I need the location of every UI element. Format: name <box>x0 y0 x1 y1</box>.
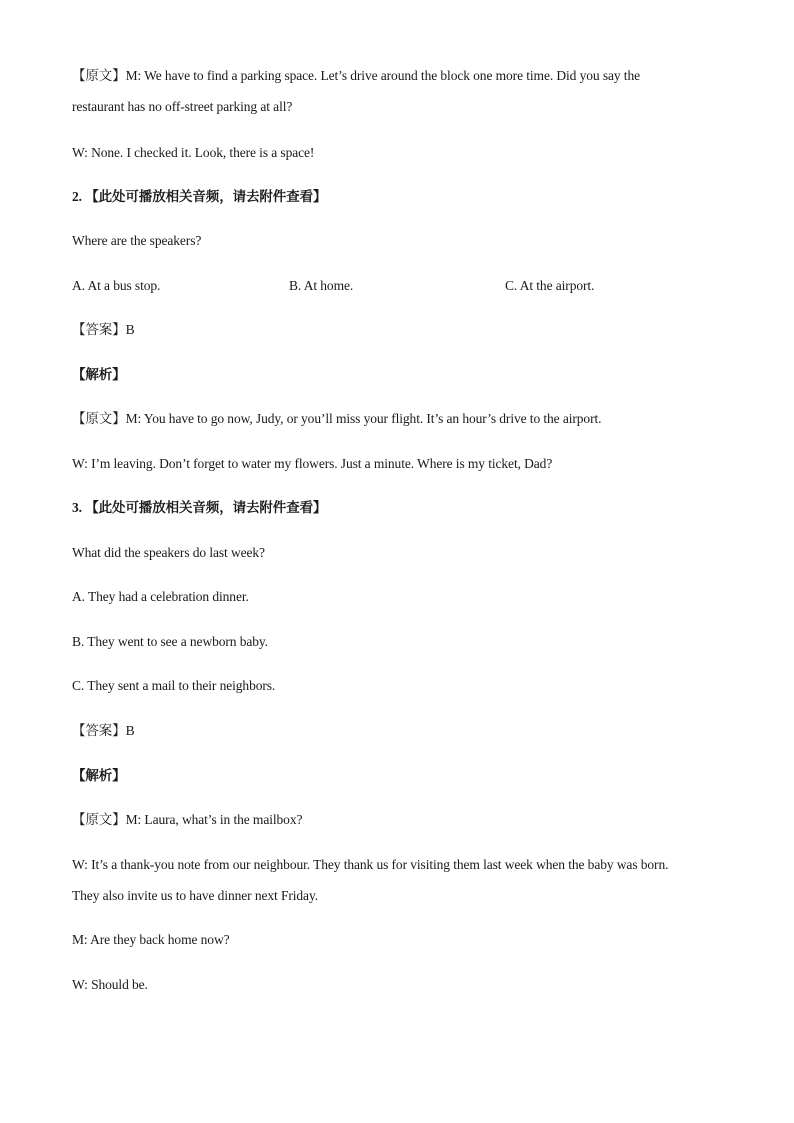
q3-analysis-label: 【解析】 <box>72 768 126 783</box>
q2-header: 2. 【此处可播放相关音频，请去附件查看】 <box>72 189 327 204</box>
q3-option-c: C. They sent a mail to their neighbors. <box>72 678 276 693</box>
q1-transcript-line-1: 【原文】M: We have to find a parking space. Let’s drive around the block one more time. Did you say the <box>72 68 640 83</box>
q3-question: What did the speakers do last week? <box>72 545 265 560</box>
q2-question: Where are the speakers? <box>72 233 202 248</box>
q2-transcript-line-1: 【原文】M: You have to go now, Judy, or you’ll miss your flight. It’s an hour’s drive to the airport. <box>72 411 602 426</box>
q2-analysis-label: 【解析】 <box>72 367 126 382</box>
q1-transcript-line-2: restaurant has no off-street parking at all? <box>72 99 293 114</box>
q3-transcript-line-2: W: It’s a thank-you note from our neighbour. They thank us for visiting them last week when the baby was born. <box>72 857 669 872</box>
q3-header: 3. 【此处可播放相关音频，请去附件查看】 <box>72 500 327 515</box>
q3-transcript-line-1: 【原文】M: Laura, what’s in the mailbox? <box>72 812 303 827</box>
q2-transcript-line-2: W: I’m leaving. Don’t forget to water my flowers. Just a minute. Where is my ticket, Dad? <box>72 456 553 471</box>
q3-option-a: A. They had a celebration dinner. <box>72 589 249 604</box>
q2-answer: 【答案】B <box>72 322 135 337</box>
q1-transcript-line-3: W: None. I checked it. Look, there is a space! <box>72 145 315 160</box>
q3-transcript-line-3: They also invite us to have dinner next Friday. <box>72 888 318 903</box>
q3-answer: 【答案】B <box>72 723 135 738</box>
q2-option-c: C. At the airport. <box>505 278 595 293</box>
q2-option-a: A. At a bus stop. <box>72 278 161 293</box>
q3-transcript-line-5: W: Should be. <box>72 977 148 992</box>
q3-transcript-line-4: M: Are they back home now? <box>72 932 230 947</box>
q2-option-b: B. At home. <box>289 278 354 293</box>
q3-option-b: B. They went to see a newborn baby. <box>72 634 268 649</box>
